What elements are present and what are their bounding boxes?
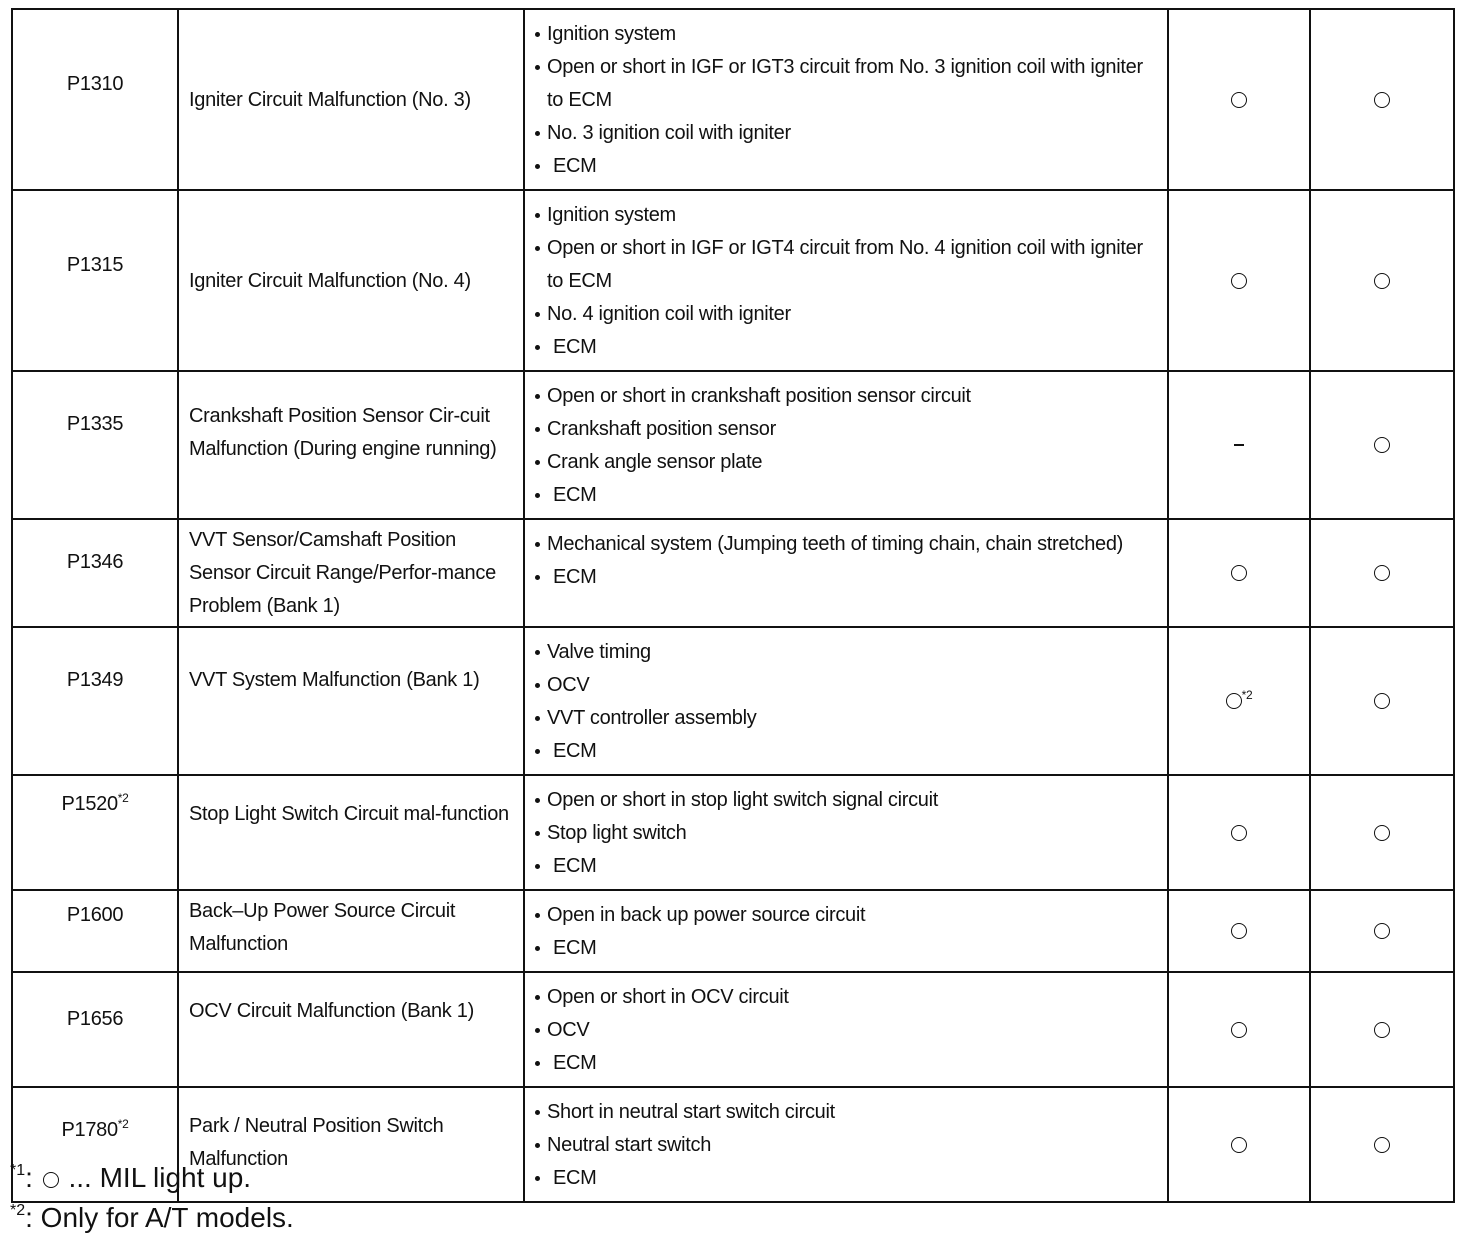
trouble-area-cell xyxy=(524,190,1168,371)
mil-cell xyxy=(1168,519,1310,627)
memory-circle-icon xyxy=(1374,825,1390,841)
footnote-ref: *2 xyxy=(117,791,129,805)
memory-cell xyxy=(1310,519,1454,627)
trouble-area-cell xyxy=(524,519,1168,627)
mil-dash-icon xyxy=(1234,444,1244,446)
dtc-code: P1656 xyxy=(66,1008,124,1030)
trouble-area-list xyxy=(535,18,1159,183)
dtc-code: P1520 xyxy=(61,793,118,815)
trouble-area-item: Mechanical system (Jumping teeth of timing chain, chain stretched) xyxy=(535,528,1159,561)
trouble-area-list xyxy=(535,784,1159,883)
trouble-area-item: ECM xyxy=(535,331,1159,364)
trouble-area-cell xyxy=(524,775,1168,890)
footnote-1: $^{*1}$: ... MIL light up. xyxy=(10,1162,252,1193)
memory-cell xyxy=(1310,627,1454,775)
trouble-area-item: ECM xyxy=(535,561,1159,594)
detection-item: OCV Circuit Malfunction (Bank 1) xyxy=(189,1000,474,1022)
dtc-code-cell xyxy=(12,9,178,190)
mil-circle-icon xyxy=(1231,565,1247,581)
trouble-area-cell xyxy=(524,972,1168,1087)
footnote-2 xyxy=(10,1198,294,1238)
memory-cell xyxy=(1310,371,1454,519)
memory-cell xyxy=(1310,972,1454,1087)
detection-item: Park / Neutral Position Switch Malfunction xyxy=(189,1115,444,1170)
detection-item-cell xyxy=(178,890,524,972)
trouble-area-item: ECM xyxy=(535,479,1159,512)
mil-cell xyxy=(1168,190,1310,371)
mil-cell xyxy=(1168,371,1310,519)
table-row xyxy=(12,190,1454,371)
trouble-area-item: OCV xyxy=(535,1014,1159,1047)
memory-circle-icon xyxy=(1374,273,1390,289)
memory-cell xyxy=(1310,9,1454,190)
trouble-area-item: Open or short in OCV circuit xyxy=(535,981,1159,1014)
table-row xyxy=(12,890,1454,972)
trouble-area-item: ECM xyxy=(535,850,1159,883)
trouble-area-list xyxy=(535,1096,1159,1195)
trouble-area-item: Open in back up power source circuit xyxy=(535,899,1159,932)
table-row xyxy=(12,371,1454,519)
trouble-area-list xyxy=(535,380,1159,512)
dtc-code-cell xyxy=(12,519,178,627)
trouble-area-item: Open or short in IGF or IGT4 circuit from No. 4 ignition coil with igniter to ECM xyxy=(535,232,1159,298)
table-row xyxy=(12,519,1454,627)
trouble-area-item: ECM xyxy=(535,1047,1159,1080)
dtc-code-cell xyxy=(12,972,178,1087)
detection-item: Igniter Circuit Malfunction (No. 4) xyxy=(189,270,471,292)
detection-item-cell xyxy=(178,519,524,627)
dtc-code: P1780 xyxy=(61,1119,118,1141)
detection-item-cell xyxy=(178,972,524,1087)
mil-cell xyxy=(1168,9,1310,190)
table-row xyxy=(12,627,1454,775)
footnote-ref: *2 xyxy=(117,1117,129,1131)
dtc-code: P1600 xyxy=(66,904,124,926)
dtc-code: P1335 xyxy=(66,413,124,435)
trouble-area-cell xyxy=(524,371,1168,519)
trouble-area-item: OCV xyxy=(535,669,1159,702)
trouble-area-item: Crank angle sensor plate xyxy=(535,446,1159,479)
detection-item: Back–Up Power Source Circuit Malfunction xyxy=(189,900,456,955)
mil-cell xyxy=(1168,890,1310,972)
trouble-area-item: No. 3 ignition coil with igniter xyxy=(535,117,1159,150)
detection-item-cell xyxy=(178,9,524,190)
trouble-area-cell xyxy=(524,9,1168,190)
mil-circle-icon xyxy=(1231,923,1247,939)
mil-circle-icon xyxy=(1231,92,1247,108)
trouble-area-cell xyxy=(524,1087,1168,1202)
dtc-code: P1349 xyxy=(66,669,124,691)
trouble-area-list xyxy=(535,636,1159,768)
trouble-area-list xyxy=(535,899,1159,965)
trouble-area-item: Stop light switch xyxy=(535,817,1159,850)
trouble-area-item: ECM xyxy=(535,932,1159,965)
memory-circle-icon xyxy=(1374,923,1390,939)
memory-cell xyxy=(1310,190,1454,371)
mil-circle-icon xyxy=(1231,1022,1247,1038)
trouble-area-item: Open or short in stop light switch signal circuit xyxy=(535,784,1159,817)
table-row xyxy=(12,972,1454,1087)
memory-circle-icon xyxy=(1374,1137,1390,1153)
detection-item: Stop Light Switch Circuit mal-function xyxy=(189,803,509,825)
dtc-code: P1310 xyxy=(66,73,124,95)
dtc-code-cell xyxy=(12,190,178,371)
memory-circle-icon xyxy=(1374,565,1390,581)
footnote-2-text: : Only for A/T models. xyxy=(25,1202,294,1233)
memory-circle-icon xyxy=(1374,1022,1390,1038)
trouble-area-item: Short in neutral start switch circuit xyxy=(535,1096,1159,1129)
dtc-code-cell xyxy=(12,890,178,972)
memory-cell xyxy=(1310,890,1454,972)
memory-circle-icon xyxy=(1374,693,1390,709)
mil-circle-icon xyxy=(1231,825,1247,841)
mil-cell xyxy=(1168,972,1310,1087)
table-row xyxy=(12,9,1454,190)
trouble-area-list xyxy=(535,528,1159,594)
footnote-2-mark: *2 xyxy=(10,1202,26,1219)
detection-item-cell xyxy=(178,190,524,371)
footnotes xyxy=(10,1158,294,1238)
trouble-area-item: VVT controller assembly xyxy=(535,702,1159,735)
trouble-area-cell xyxy=(524,890,1168,972)
dtc-code: P1346 xyxy=(66,551,124,573)
memory-cell xyxy=(1310,775,1454,890)
detection-item-cell xyxy=(178,627,524,775)
trouble-area-item: Crankshaft position sensor xyxy=(535,413,1159,446)
mil-circle-icon xyxy=(1226,693,1242,709)
detection-item-cell xyxy=(178,775,524,890)
trouble-area-item: Open or short in crankshaft position sensor circuit xyxy=(535,380,1159,413)
dtc-code-cell xyxy=(12,371,178,519)
detection-item: Igniter Circuit Malfunction (No. 3) xyxy=(189,89,471,111)
circle-icon xyxy=(43,1172,59,1188)
mil-cell xyxy=(1168,1087,1310,1202)
dtc-table xyxy=(11,8,1455,1203)
memory-circle-icon xyxy=(1374,437,1390,453)
memory-circle-icon xyxy=(1374,92,1390,108)
trouble-area-item: Ignition system xyxy=(535,199,1159,232)
mil-cell xyxy=(1168,627,1310,775)
trouble-area-item: Open or short in IGF or IGT3 circuit from No. 3 ignition coil with igniter to ECM xyxy=(535,51,1159,117)
trouble-area-item: ECM xyxy=(535,735,1159,768)
trouble-area-item: ECM xyxy=(535,150,1159,183)
memory-cell xyxy=(1310,1087,1454,1202)
trouble-area-item: Ignition system xyxy=(535,18,1159,51)
mil-circle-icon xyxy=(1231,273,1247,289)
dtc-code: P1315 xyxy=(66,254,124,276)
footnote-1-mark: *1 xyxy=(10,1162,26,1179)
trouble-area-item: No. 4 ignition coil with igniter xyxy=(535,298,1159,331)
mil-circle-icon xyxy=(1231,1137,1247,1153)
mil-cell xyxy=(1168,775,1310,890)
footnote-1-text: ... MIL light up. xyxy=(60,1162,252,1193)
detection-item: VVT Sensor/Camshaft Position Sensor Circuit Range/Perfor-mance Problem (Bank 1) xyxy=(189,529,496,617)
detection-item: VVT System Malfunction (Bank 1) xyxy=(189,669,480,691)
trouble-area-cell xyxy=(524,627,1168,775)
trouble-area-item: ECM xyxy=(535,1162,1159,1195)
trouble-area-item: Neutral start switch xyxy=(535,1129,1159,1162)
trouble-area-item: Valve timing xyxy=(535,636,1159,669)
dtc-code-cell xyxy=(12,627,178,775)
detection-item: Crankshaft Position Sensor Cir-cuit Malfunction (During engine running) xyxy=(189,405,497,460)
trouble-area-list xyxy=(535,981,1159,1080)
detection-item-cell xyxy=(178,371,524,519)
table-row xyxy=(12,775,1454,890)
dtc-code-cell xyxy=(12,775,178,890)
footnote-ref: *2 xyxy=(1241,687,1253,702)
trouble-area-list xyxy=(535,199,1159,364)
